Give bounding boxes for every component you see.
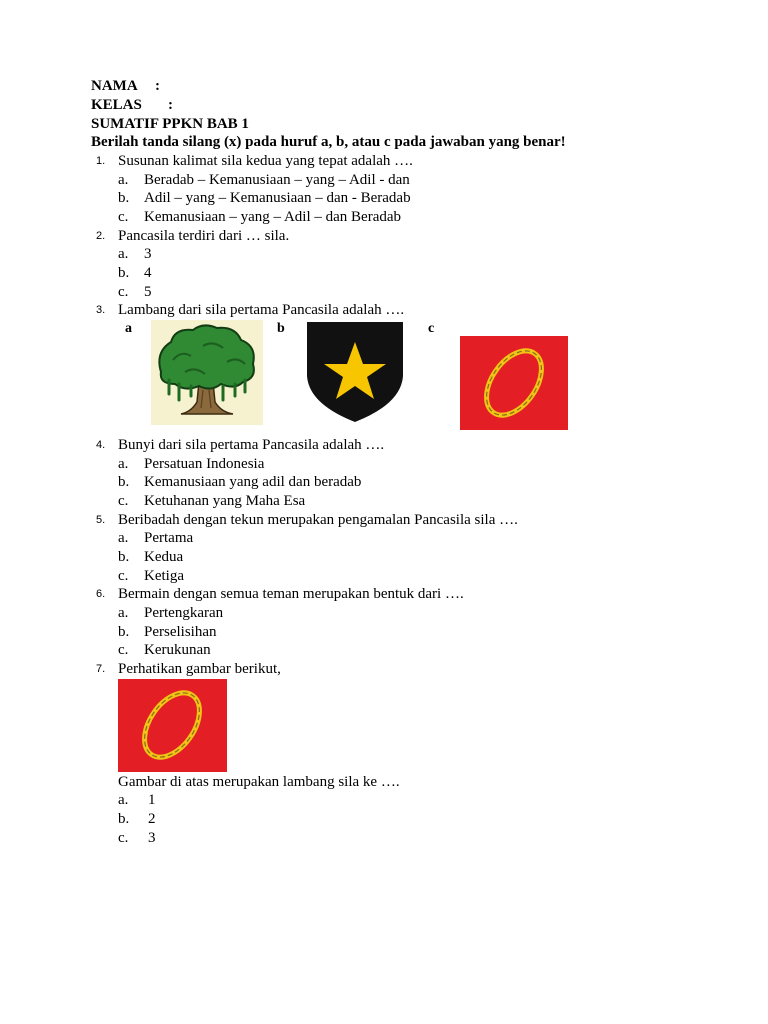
- question-number: 4.: [96, 439, 106, 451]
- option-letter: b.: [118, 624, 130, 640]
- option-text: Pertama: [144, 530, 194, 546]
- option-text: Kemanusiaan – yang – Adil – dan Beradab: [144, 209, 402, 225]
- option-text: Persatuan Indonesia: [144, 456, 265, 472]
- question-number: 3.: [96, 304, 106, 316]
- option-letter: c.: [118, 830, 129, 846]
- option-text: Ketiga: [144, 568, 184, 584]
- kelas-colon: :: [168, 97, 173, 113]
- chain-icon: [118, 679, 227, 772]
- chain-icon: [460, 336, 568, 430]
- option-text: Perselisihan: [144, 624, 217, 640]
- option-letter: a.: [118, 246, 129, 262]
- option-letter: a.: [118, 530, 129, 546]
- option-text: 5: [144, 284, 152, 300]
- question-text: Susunan kalimat sila kedua yang tepat adalah ….: [118, 153, 413, 169]
- question-text: Lambang dari sila pertama Pancasila adalah ….: [118, 302, 405, 318]
- option-text: Adil – yang – Kemanusiaan – dan - Beradab: [144, 190, 411, 206]
- option-letter: a.: [118, 172, 129, 188]
- option-letter: c.: [118, 568, 129, 584]
- instruction: Berilah tanda silang (x) pada huruf a, b, atau c pada jawaban yang benar!: [91, 134, 566, 150]
- question-text: Beribadah dengan tekun merupakan pengamalan Pancasila sila ….: [118, 512, 518, 528]
- option-letter: c.: [118, 493, 129, 509]
- nama-label: NAMA: [91, 78, 138, 94]
- question-text: Pancasila terdiri dari … sila.: [118, 228, 290, 244]
- question-number: 5.: [96, 514, 106, 526]
- page-title: SUMATIF PPKN BAB 1: [91, 116, 249, 132]
- kelas-label: KELAS: [91, 97, 142, 113]
- question-number: 6.: [96, 588, 106, 600]
- option-text: Kerukunan: [144, 642, 211, 658]
- nama-colon: :: [155, 78, 160, 94]
- star-shield-icon: [305, 320, 405, 424]
- option-letter: b.: [118, 811, 130, 827]
- option-letter: b.: [118, 190, 130, 206]
- question-text: Perhatikan gambar berikut,: [118, 661, 281, 677]
- option-text: Kemanusiaan yang adil dan beradab: [144, 474, 362, 490]
- option-letter: a: [125, 321, 132, 336]
- question-number: 1.: [96, 155, 106, 167]
- option-text: Ketuhanan yang Maha Esa: [144, 493, 306, 509]
- option-text: 3: [148, 830, 156, 846]
- option-letter: b.: [118, 549, 130, 565]
- option-letter: c: [428, 321, 435, 336]
- question-followup: Gambar di atas merupakan lambang sila ke ….: [118, 774, 400, 790]
- option-text: 3: [144, 246, 152, 262]
- question-text: Bunyi dari sila pertama Pancasila adalah ….: [118, 437, 385, 453]
- option-letter: a.: [118, 456, 129, 472]
- question-text: Bermain dengan semua teman merupakan bentuk dari ….: [118, 586, 464, 602]
- question-number: 7.: [96, 663, 106, 675]
- option-text: 4: [144, 265, 152, 281]
- option-letter: c.: [118, 284, 129, 300]
- option-letter: b.: [118, 474, 130, 490]
- banyan-tree-icon: [151, 320, 263, 425]
- option-text: 1: [148, 792, 156, 808]
- option-letter: c.: [118, 642, 129, 658]
- option-letter: b: [277, 321, 285, 336]
- question-number: 2.: [96, 230, 106, 242]
- option-letter: a.: [118, 792, 129, 808]
- option-letter: b.: [118, 265, 130, 281]
- option-letter: c.: [118, 209, 129, 225]
- option-letter: a.: [118, 605, 129, 621]
- option-text: Pertengkaran: [144, 605, 224, 621]
- option-text: 2: [148, 811, 156, 827]
- option-text: Beradab – Kemanusiaan – yang – Adil - dan: [144, 172, 410, 188]
- option-text: Kedua: [144, 549, 184, 565]
